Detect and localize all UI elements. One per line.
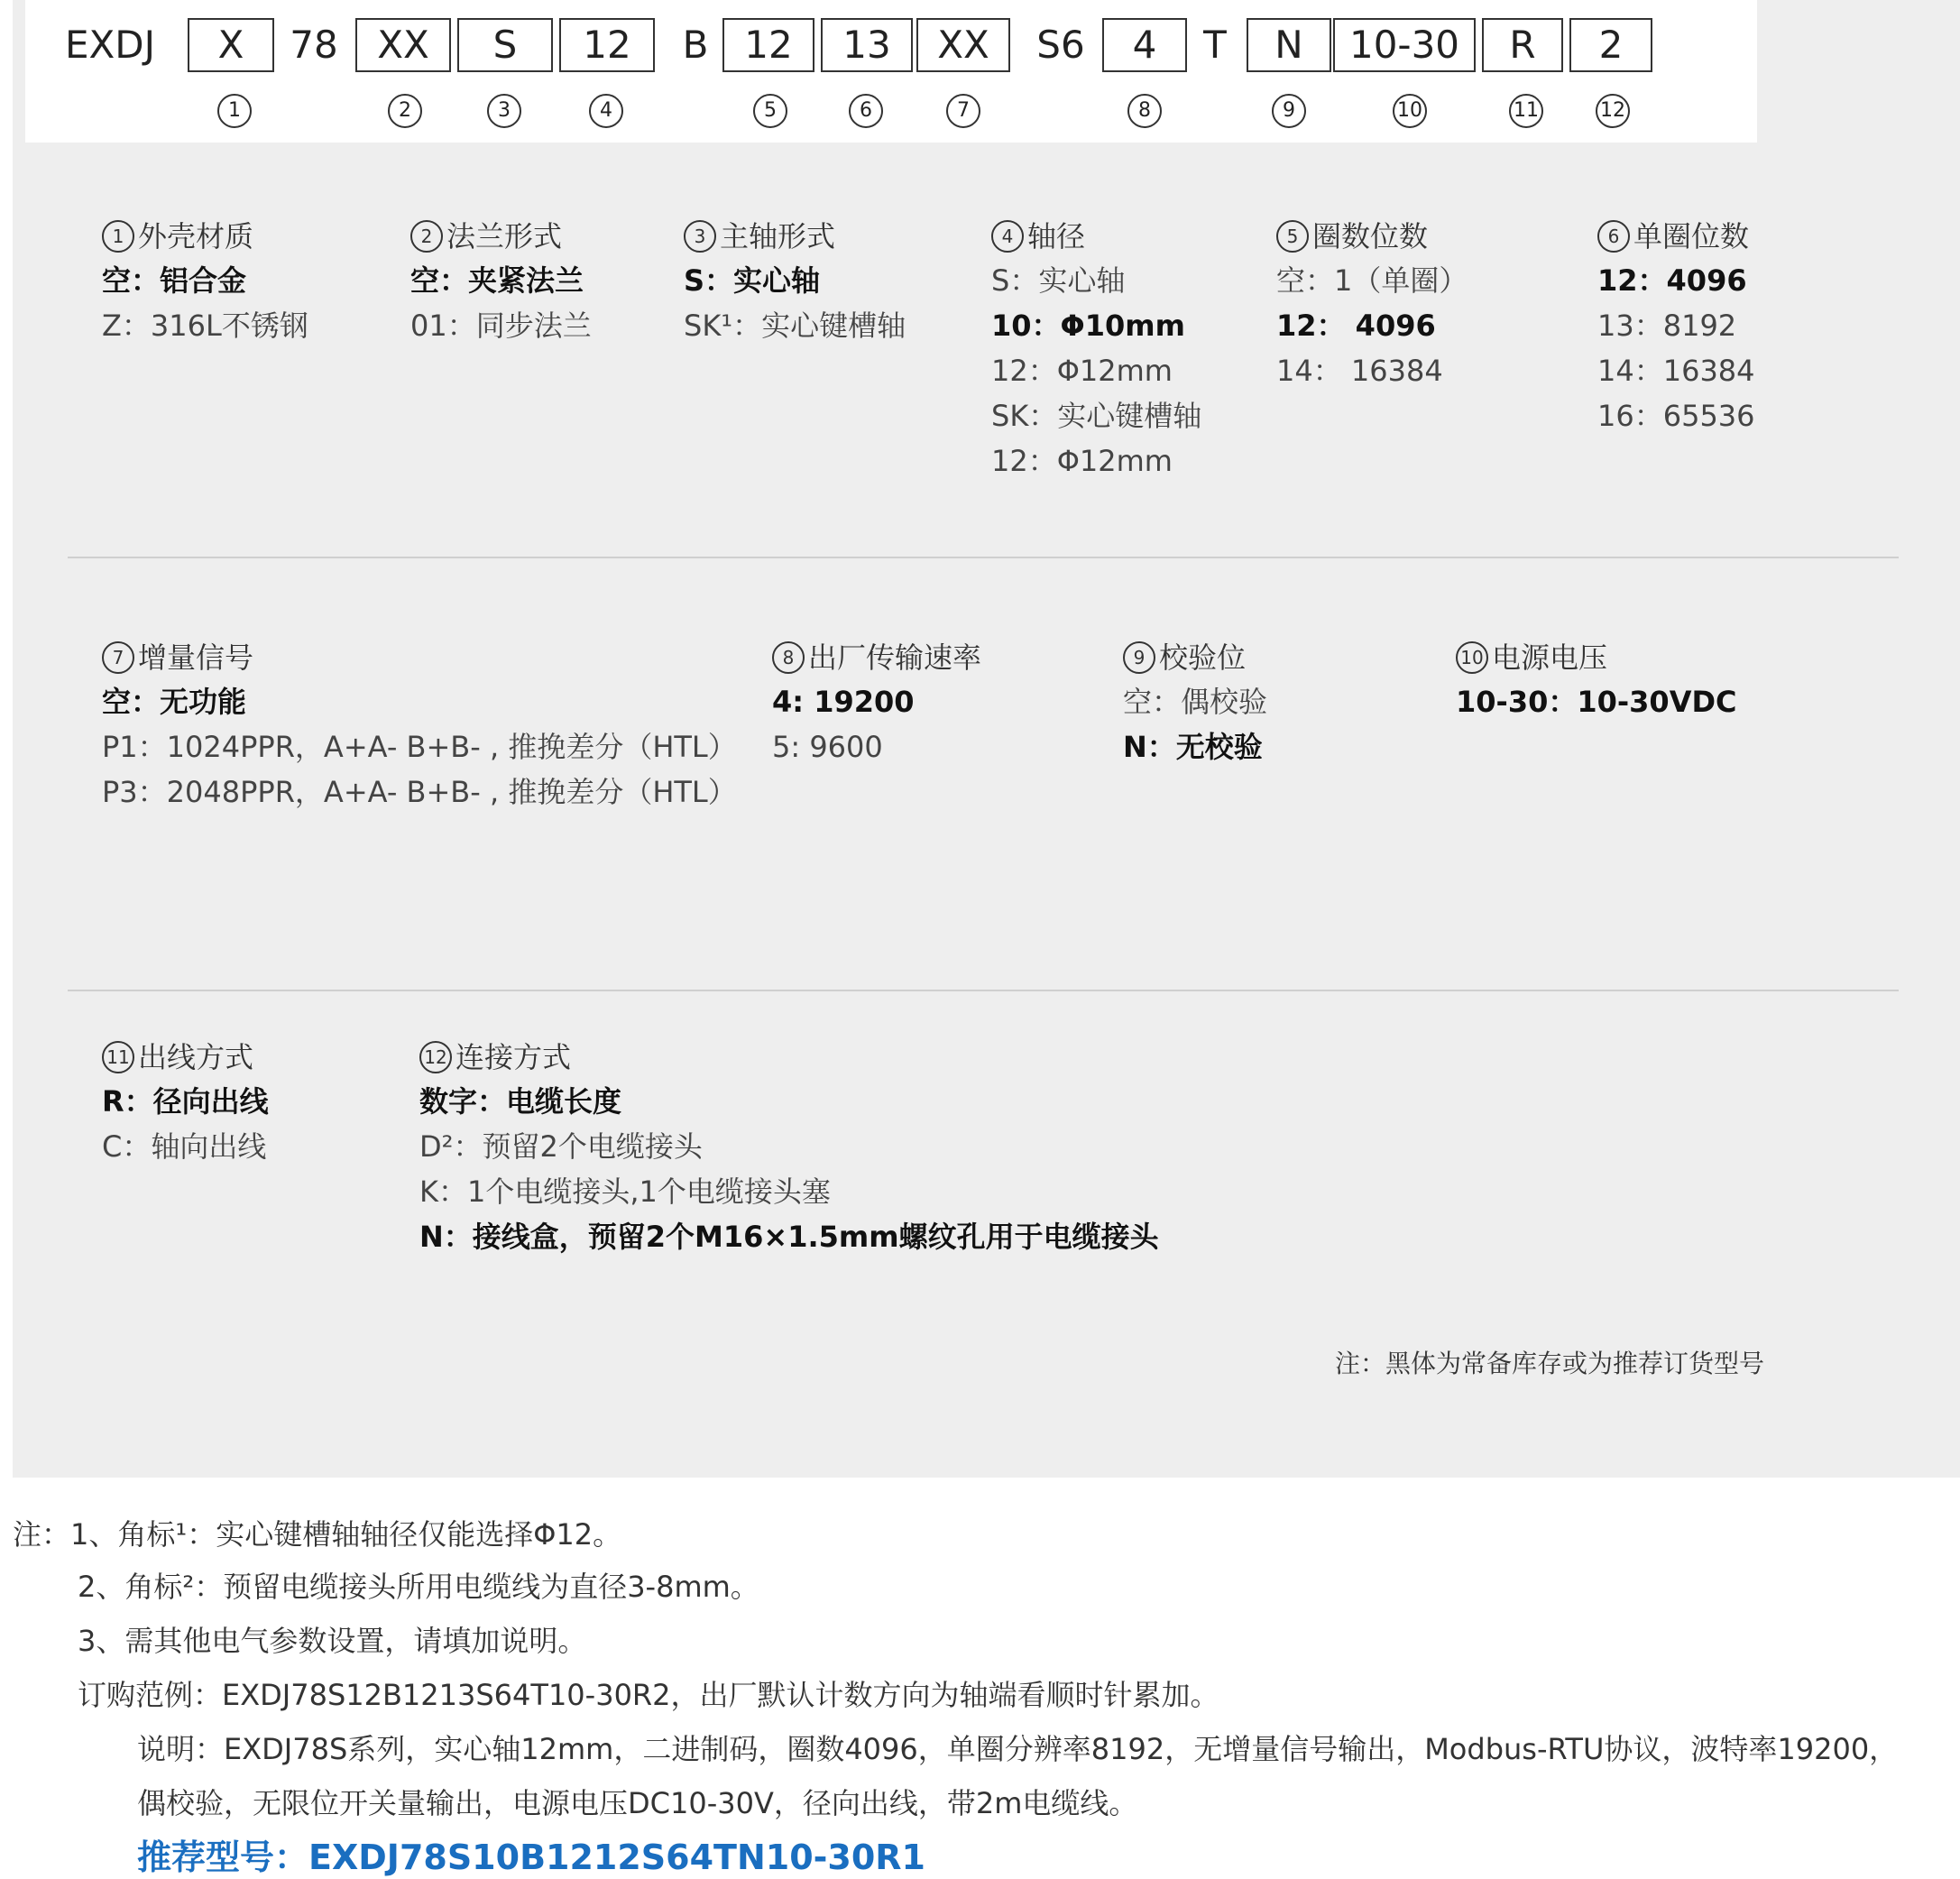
code-num-4: 4 — [589, 94, 623, 128]
option-line: 16：65536 — [1597, 399, 1755, 433]
code-num-1: 1 — [217, 94, 252, 128]
option-line: 数字：电缆长度 — [419, 1084, 622, 1119]
example-description-1: 说明：EXDJ78S系列，实心轴12mm，二进制码，圈数4096，单圈分辨率8192，无增量信号输出，Modbus-RTU协议，波特率19200， — [137, 1732, 1899, 1766]
option-line: 10-30：10-30VDC — [1456, 685, 1737, 719]
code-num-5: 5 — [753, 94, 787, 128]
code-box-3: S — [457, 18, 553, 72]
option-number: 7 — [102, 641, 134, 674]
option-title — [1456, 636, 1835, 679]
option-line: R：径向出线 — [102, 1084, 269, 1119]
footnote-3: 3、需其他电气参数设置，请填加说明。 — [78, 1624, 587, 1658]
option-number: 10 — [1456, 641, 1488, 674]
code-box-12: 2 — [1569, 18, 1652, 72]
code-box-4: 12 — [559, 18, 655, 72]
option-title — [1597, 215, 1960, 258]
option-supply-voltage — [1456, 636, 1835, 724]
option-number: 6 — [1597, 220, 1630, 253]
bold-legend-note: 注：黑体为常备库存或为推荐订货型号 — [1335, 1349, 1765, 1378]
option-title-text: 外壳材质 — [138, 219, 254, 253]
option-baud-rate — [772, 636, 1151, 769]
code-box-2: XX — [355, 18, 451, 72]
option-title — [1123, 636, 1502, 679]
code-box-9: N — [1247, 18, 1331, 72]
option-line: 12：Φ12mm — [991, 444, 1173, 478]
option-line: 空：1（单圈） — [1276, 263, 1468, 298]
code-fixed-t: T — [1203, 23, 1227, 67]
option-number: 5 — [1276, 220, 1309, 253]
option-title-text: 轴径 — [1027, 219, 1086, 253]
option-number: 11 — [102, 1041, 134, 1073]
recommended-model: 推荐型号：EXDJ78S10B1212S64TN10-30R1 — [137, 1838, 926, 1877]
option-title-text: 出厂传输速率 — [808, 640, 982, 675]
option-title — [419, 1036, 1321, 1079]
option-title-text: 电源电压 — [1492, 640, 1608, 675]
option-line: 空：铝合金 — [102, 263, 247, 298]
section-divider-1 — [68, 557, 1899, 558]
code-num-12: 12 — [1596, 94, 1630, 128]
option-number: 12 — [419, 1041, 452, 1073]
option-line: 空：无功能 — [102, 685, 247, 719]
option-line: Z：316L不锈钢 — [102, 309, 308, 343]
option-number: 1 — [102, 220, 134, 253]
option-line: 01：同步法兰 — [410, 309, 592, 343]
option-line: 5: 9600 — [772, 730, 883, 764]
code-num-3: 3 — [487, 94, 521, 128]
option-line: S：实心轴 — [991, 263, 1126, 298]
code-box-8: 4 — [1102, 18, 1187, 72]
option-line: 12：4096 — [1597, 263, 1747, 298]
example-description-2: 偶校验，无限位开关量输出，电源电压DC10-30V，径向出线，带2m电缆线。 — [137, 1786, 1138, 1820]
footnote-2: 2、角标²：预留电缆接头所用电缆线为直径3-8mm。 — [78, 1570, 759, 1604]
code-fixed-78: 78 — [290, 23, 338, 67]
option-line: S：实心轴 — [684, 263, 821, 298]
option-number: 3 — [684, 220, 716, 253]
option-line: P3：2048PPR，A+A- B+B- , 推挽差分（HTL） — [102, 775, 737, 809]
option-connection — [419, 1036, 1321, 1259]
option-line: 12：Φ12mm — [991, 354, 1173, 388]
option-title-text: 法兰形式 — [446, 219, 563, 253]
option-title-text: 圈数位数 — [1312, 219, 1429, 253]
section-divider-2 — [68, 990, 1899, 991]
footnote-1: 注：1、角标¹：实心键槽轴轴径仅能选择Φ12。 — [13, 1517, 622, 1552]
option-line: 空：夹紧法兰 — [410, 263, 584, 298]
option-title-text: 校验位 — [1159, 640, 1247, 675]
option-line: 14： 16384 — [1276, 354, 1443, 388]
option-singleturn-bits — [1597, 215, 1960, 438]
option-line: 10：Φ10mm — [991, 309, 1185, 343]
code-num-2: 2 — [388, 94, 422, 128]
option-number: 4 — [991, 220, 1024, 253]
option-line: N：无校验 — [1123, 730, 1263, 764]
option-number: 8 — [772, 641, 805, 674]
code-num-9: 9 — [1272, 94, 1306, 128]
option-line: 空：偶校验 — [1123, 685, 1268, 719]
option-line: 14：16384 — [1597, 354, 1755, 388]
option-title-text: 主轴形式 — [720, 219, 836, 253]
option-line: 13：8192 — [1597, 309, 1737, 343]
option-title-text: 连接方式 — [455, 1040, 572, 1074]
option-line: C：轴向出线 — [102, 1129, 267, 1164]
code-box-7: XX — [916, 18, 1010, 72]
code-fixed-b: B — [682, 23, 709, 67]
code-num-8: 8 — [1127, 94, 1162, 128]
option-title — [102, 636, 769, 679]
code-box-1: X — [188, 18, 274, 72]
code-box-11: R — [1482, 18, 1563, 72]
option-line: K：1个电缆接头,1个电缆接头塞 — [419, 1174, 831, 1209]
option-line: 4: 19200 — [772, 685, 915, 719]
option-line: P1：1024PPR，A+A- B+B- , 推挽差分（HTL） — [102, 730, 737, 764]
code-num-11: 11 — [1509, 94, 1543, 128]
option-line: N：接线盒，预留2个M16×1.5mm螺纹孔用于电缆接头 — [419, 1220, 1159, 1254]
option-title-text: 单圈位数 — [1633, 219, 1750, 253]
code-box-6: 13 — [821, 18, 913, 72]
option-title-text: 出线方式 — [138, 1040, 254, 1074]
code-num-6: 6 — [849, 94, 883, 128]
option-number: 2 — [410, 220, 443, 253]
option-incremental-signal — [102, 636, 769, 815]
code-prefix: EXDJ — [64, 23, 156, 67]
code-fixed-s6: S6 — [1036, 23, 1085, 67]
option-number: 9 — [1123, 641, 1155, 674]
option-parity — [1123, 636, 1502, 769]
option-line: D²：预留2个电缆接头 — [419, 1129, 703, 1164]
option-title — [772, 636, 1151, 679]
option-line: 12： 4096 — [1276, 309, 1436, 343]
code-box-10: 10-30 — [1333, 18, 1476, 72]
code-num-10: 10 — [1393, 94, 1427, 128]
option-line: SK¹：实心键槽轴 — [684, 309, 906, 343]
order-example: 订购范例：EXDJ78S12B1213S64T10-30R2，出厂默认计数方向为轴端看顺时针累加。 — [78, 1678, 1219, 1712]
option-title-text: 增量信号 — [138, 640, 254, 675]
code-num-7: 7 — [946, 94, 980, 128]
option-line: SK：实心键槽轴 — [991, 399, 1202, 433]
code-box-5: 12 — [722, 18, 814, 72]
